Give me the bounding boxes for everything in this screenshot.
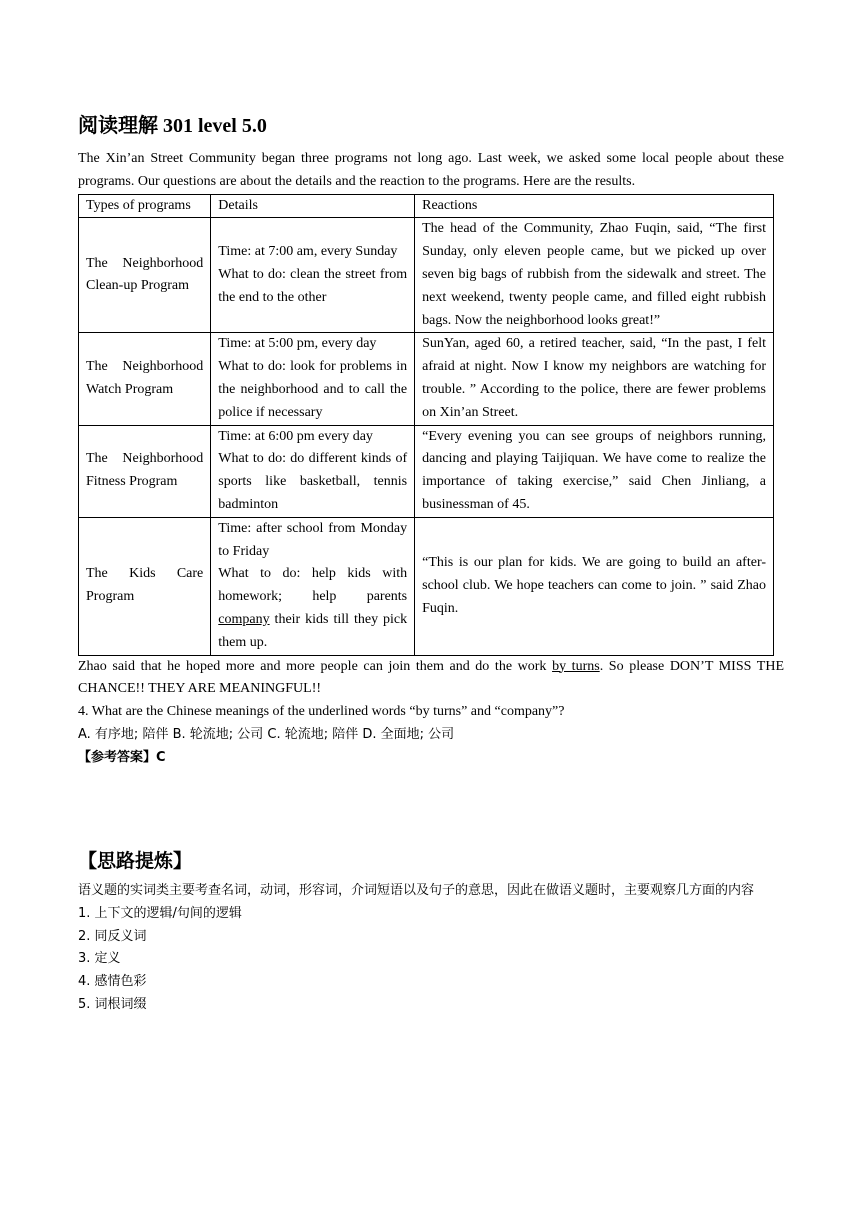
details-task-text: What to do: help kids with homework; help parents [218, 566, 408, 605]
program-reaction: “This is our plan for kids. We are going to build an after-school club. We hope teachers can come to join. ” said Zhao Fuqin. [415, 517, 774, 655]
details-time: Time: after school from Monday to Friday [218, 520, 408, 559]
header-details: Details [211, 194, 415, 218]
table-row [79, 425, 774, 517]
table-row [79, 517, 774, 655]
programs-table [78, 194, 774, 656]
intro-paragraph: The Xin’an Street Community began three programs not long ago. Last week, we asked some local people about these programs. Our questions are about the details and the reaction to the programs. Here are the results. [78, 151, 784, 189]
list-item: 5. 词根词缀 [78, 996, 147, 1012]
header-reactions: Reactions [415, 194, 774, 218]
header-types: Types of programs [79, 194, 211, 218]
details-time: Time: at 5:00 pm, every day [218, 336, 377, 352]
details-task: What to do: do different kinds of sports like basketball, tennis badminton [218, 451, 408, 512]
details-task: What to do: clean the street from the end to the other [218, 266, 408, 305]
program-details [211, 218, 415, 333]
program-reaction: SunYan, aged 60, a retired teacher, said, “In the past, I felt afraid at night. Now I know my neighbors are watching for trouble. ” According to the police, there are fewer problems on Xin’an Street. [415, 333, 774, 425]
section-intro: 语义题的实词类主要考查名词，动词，形容词，介词短语以及句子的意思，因此在做语义题时，主要观察几方面的内容 [78, 883, 755, 898]
list-item: 3. 定义 [78, 951, 121, 967]
closing-text-end: . So please DON’T MISS THE CHANCE!! THEY ARE MEANINGFUL!! [78, 658, 785, 697]
closing-paragraph [78, 656, 784, 702]
details-task: What to do: look for problems in the neighborhood and to call the police if necessary [218, 359, 408, 420]
list-item: 2. 同反义词 [78, 928, 147, 944]
strategy-section [78, 848, 784, 1017]
list-item: 1. 上下文的逻辑/句间的逻辑 [78, 905, 242, 921]
answer-options: A. 有序地; 陪伴 B. 轮流地; 公司 C. 轮流地; 陪伴 D. 全面地; 公司 [78, 726, 455, 742]
details-time: Time: at 7:00 am, every Sunday [218, 244, 398, 260]
program-details [211, 517, 415, 655]
program-type: The Kids Care Program [79, 517, 211, 655]
page-title: 阅读理解 301 level 5.0 [78, 115, 267, 137]
table-row [79, 333, 774, 425]
details-task-text-end: their kids till they pick them up. [218, 611, 408, 650]
program-reaction: “Every evening you can see groups of neighbors running, dancing and playing Taijiquan. We have come to realize the importance of taking exercise,” said Chen Jinliang, a businessman of 45. [415, 425, 774, 517]
underlined-word-company: company [218, 611, 270, 627]
details-time: Time: at 6:00 pm every day [218, 428, 373, 444]
program-details [211, 425, 415, 517]
table-header-row [79, 194, 774, 218]
reference-answer: 【参考答案】C [78, 749, 166, 765]
underlined-phrase-by-turns: by turns [552, 658, 600, 674]
program-reaction: The head of the Community, Zhao Fuqin, said, “The first Sunday, only eleven people came, but we picked up over seven big bags of rubbish from the sidewalk and street. The next weekend, twenty people came, and filled eight rubbish bags. Now the neighborhood looks great!” [415, 218, 774, 333]
reading-passage [78, 112, 784, 770]
list-item: 4. 感情色彩 [78, 974, 147, 990]
program-type: The Neighborhood Clean-up Program [79, 218, 211, 333]
question-text: 4. What are the Chinese meanings of the underlined words “by turns” and “company”? [78, 704, 565, 720]
closing-text: Zhao said that he hoped more and more people can join them and do the work [78, 658, 553, 674]
program-type: The Neighborhood Watch Program [79, 333, 211, 425]
program-details [211, 333, 415, 425]
details-task [218, 563, 407, 654]
program-type: The Neighborhood Fitness Program [79, 425, 211, 517]
section-title: 【思路提炼】 [78, 850, 193, 872]
table-row [79, 218, 774, 333]
